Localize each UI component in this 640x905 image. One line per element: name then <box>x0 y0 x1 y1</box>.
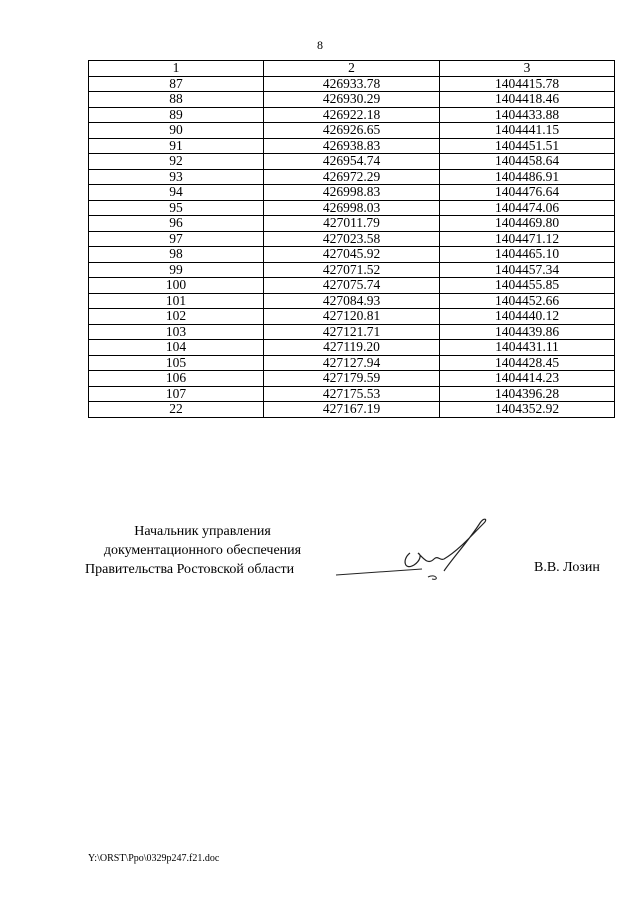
cell-x-coordinate: 427167.19 <box>264 402 440 418</box>
cell-y-coordinate: 1404471.12 <box>440 231 615 247</box>
table-row <box>89 154 615 170</box>
cell-point-number: 95 <box>89 200 264 216</box>
cell-point-number: 94 <box>89 185 264 201</box>
page-number: 8 <box>317 38 323 52</box>
cell-y-coordinate: 1404433.88 <box>440 107 615 123</box>
signatory-title <box>85 522 320 579</box>
cell-y-coordinate: 1404396.28 <box>440 386 615 402</box>
footer-file-path: Y:\ORST\Ppo\0329p247.f21.doc <box>88 853 220 864</box>
cell-point-number: 22 <box>89 402 264 418</box>
cell-y-coordinate: 1404415.78 <box>440 76 615 92</box>
cell-point-number: 107 <box>89 386 264 402</box>
table-row <box>89 355 615 371</box>
cell-x-coordinate: 426998.03 <box>264 200 440 216</box>
table-row <box>89 138 615 154</box>
signatory-title-line-3: Правительства Ростовской области <box>85 562 295 577</box>
table-row <box>89 92 615 108</box>
cell-x-coordinate: 426926.65 <box>264 123 440 139</box>
table-row <box>89 123 615 139</box>
cell-x-coordinate: 426930.29 <box>264 92 440 108</box>
signatory-name: В.В. Лозин <box>534 560 600 575</box>
cell-x-coordinate: 427120.81 <box>264 309 440 325</box>
cell-y-coordinate: 1404452.66 <box>440 293 615 309</box>
cell-point-number: 89 <box>89 107 264 123</box>
cell-point-number: 105 <box>89 355 264 371</box>
cell-y-coordinate: 1404474.06 <box>440 200 615 216</box>
cell-x-coordinate: 426998.83 <box>264 185 440 201</box>
cell-y-coordinate: 1404486.91 <box>440 169 615 185</box>
handwritten-signature <box>332 515 492 585</box>
cell-point-number: 98 <box>89 247 264 263</box>
table-row <box>89 231 615 247</box>
cell-point-number: 96 <box>89 216 264 232</box>
cell-point-number: 103 <box>89 324 264 340</box>
column-header-x: 2 <box>264 61 440 77</box>
table-row <box>89 76 615 92</box>
table-row <box>89 169 615 185</box>
cell-point-number: 91 <box>89 138 264 154</box>
table-row <box>89 278 615 294</box>
cell-point-number: 99 <box>89 262 264 278</box>
cell-y-coordinate: 1404352.92 <box>440 402 615 418</box>
cell-x-coordinate: 427023.58 <box>264 231 440 247</box>
table-row <box>89 340 615 356</box>
cell-y-coordinate: 1404439.86 <box>440 324 615 340</box>
table-row <box>89 216 615 232</box>
table-row <box>89 262 615 278</box>
cell-y-coordinate: 1404431.11 <box>440 340 615 356</box>
cell-x-coordinate: 427075.74 <box>264 278 440 294</box>
coordinates-table <box>88 60 615 418</box>
table-row <box>89 371 615 387</box>
table-header-row <box>89 61 615 77</box>
cell-x-coordinate: 427175.53 <box>264 386 440 402</box>
cell-point-number: 104 <box>89 340 264 356</box>
cell-point-number: 97 <box>89 231 264 247</box>
cell-x-coordinate: 427121.71 <box>264 324 440 340</box>
cell-point-number: 106 <box>89 371 264 387</box>
cell-point-number: 90 <box>89 123 264 139</box>
cell-x-coordinate: 426933.78 <box>264 76 440 92</box>
cell-point-number: 102 <box>89 309 264 325</box>
cell-y-coordinate: 1404469.80 <box>440 216 615 232</box>
cell-y-coordinate: 1404465.10 <box>440 247 615 263</box>
cell-x-coordinate: 427045.92 <box>264 247 440 263</box>
cell-x-coordinate: 427119.20 <box>264 340 440 356</box>
signatory-title-line-1: Начальник управления <box>134 524 271 539</box>
cell-point-number: 100 <box>89 278 264 294</box>
table-body <box>89 76 615 417</box>
signatory-title-line-2: документационного обеспечения <box>103 543 302 558</box>
table-row <box>89 402 615 418</box>
cell-y-coordinate: 1404441.15 <box>440 123 615 139</box>
cell-y-coordinate: 1404414.23 <box>440 371 615 387</box>
cell-y-coordinate: 1404458.64 <box>440 154 615 170</box>
table-row <box>89 200 615 216</box>
table-row <box>89 107 615 123</box>
cell-y-coordinate: 1404451.51 <box>440 138 615 154</box>
table-row <box>89 309 615 325</box>
cell-y-coordinate: 1404457.34 <box>440 262 615 278</box>
cell-x-coordinate: 426972.29 <box>264 169 440 185</box>
cell-y-coordinate: 1404440.12 <box>440 309 615 325</box>
cell-y-coordinate: 1404455.85 <box>440 278 615 294</box>
cell-point-number: 88 <box>89 92 264 108</box>
cell-y-coordinate: 1404428.45 <box>440 355 615 371</box>
cell-x-coordinate: 426922.18 <box>264 107 440 123</box>
cell-x-coordinate: 426938.83 <box>264 138 440 154</box>
table-row <box>89 185 615 201</box>
cell-x-coordinate: 427011.79 <box>264 216 440 232</box>
cell-x-coordinate: 427084.93 <box>264 293 440 309</box>
cell-x-coordinate: 427179.59 <box>264 371 440 387</box>
cell-point-number: 92 <box>89 154 264 170</box>
table-row <box>89 293 615 309</box>
table-row <box>89 386 615 402</box>
cell-x-coordinate: 426954.74 <box>264 154 440 170</box>
cell-point-number: 93 <box>89 169 264 185</box>
column-header-y: 3 <box>440 61 615 77</box>
table-row <box>89 247 615 263</box>
column-header-point: 1 <box>89 61 264 77</box>
table-row <box>89 324 615 340</box>
cell-point-number: 87 <box>89 76 264 92</box>
cell-x-coordinate: 427127.94 <box>264 355 440 371</box>
cell-y-coordinate: 1404476.64 <box>440 185 615 201</box>
cell-point-number: 101 <box>89 293 264 309</box>
cell-y-coordinate: 1404418.46 <box>440 92 615 108</box>
cell-x-coordinate: 427071.52 <box>264 262 440 278</box>
